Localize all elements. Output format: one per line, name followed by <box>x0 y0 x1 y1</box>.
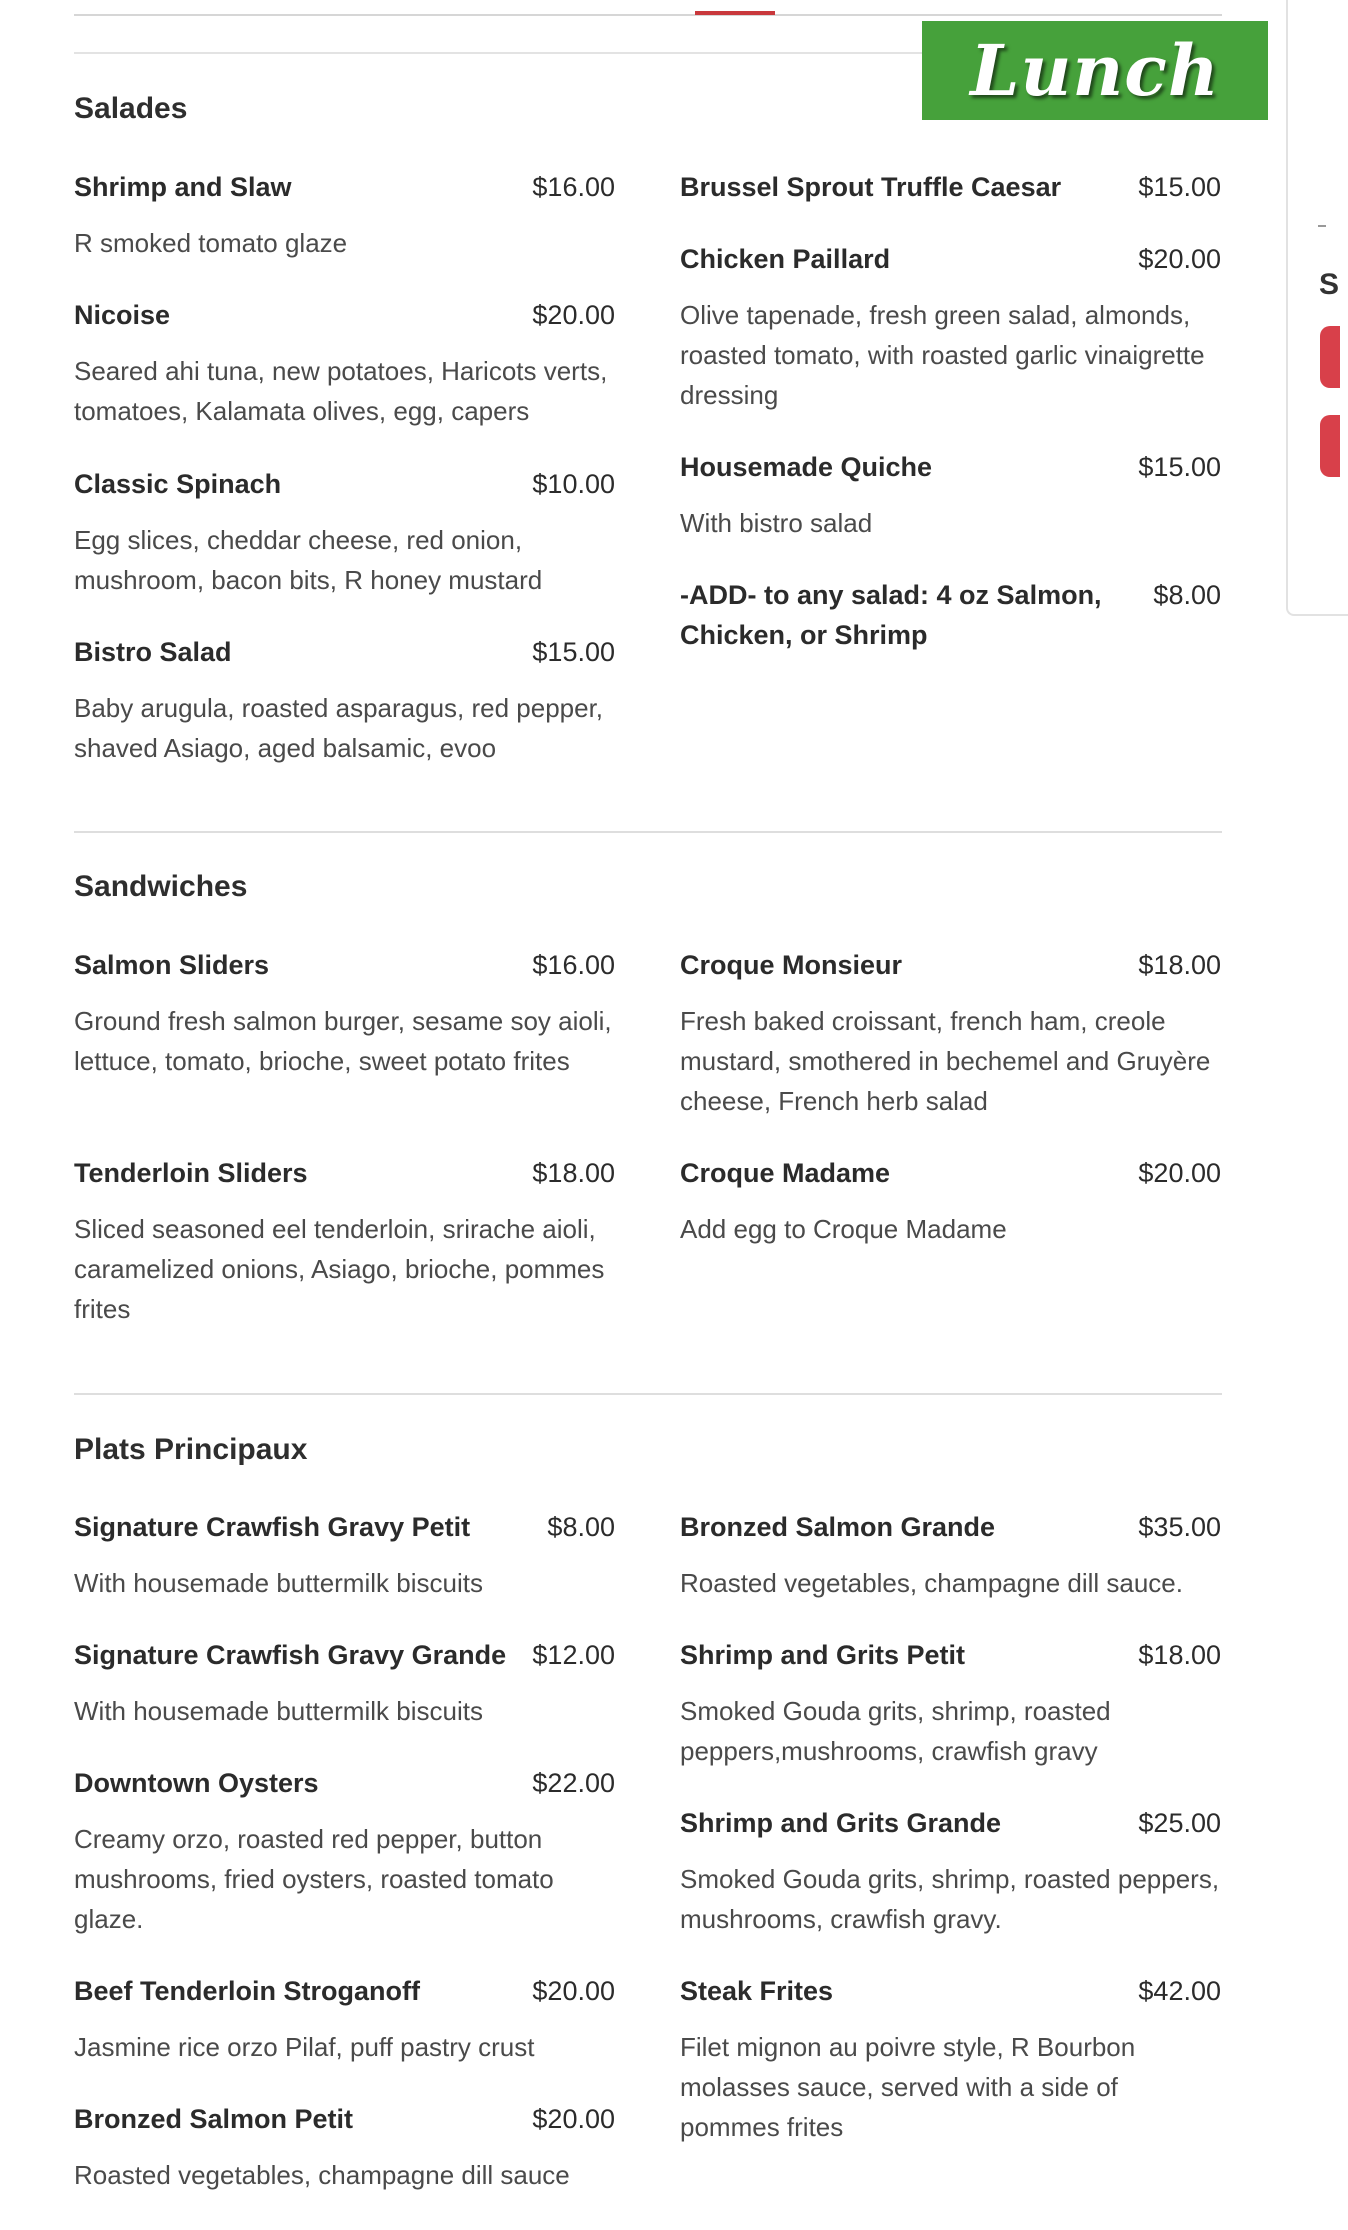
menu-item <box>680 945 1221 1121</box>
item-name: Chicken Paillard <box>680 244 891 274</box>
lunch-badge: Lunch <box>922 21 1268 120</box>
item-description: Jasmine rice orzo Pilaf, puff pastry crust <box>74 2032 535 2062</box>
item-price: $20.00 <box>532 300 615 330</box>
section-divider <box>74 831 1222 833</box>
side-panel-button-2[interactable] <box>1320 415 1340 477</box>
item-name: Croque Monsieur <box>680 950 903 980</box>
item-description: With housemade buttermilk biscuits <box>74 1696 483 1726</box>
item-name: Beef Tenderloin Stroganoff <box>74 1976 421 2006</box>
side-panel-button-1[interactable] <box>1320 326 1340 388</box>
item-name: Croque Madame <box>680 1158 891 1188</box>
item-description: Filet mignon au poivre style, R Bourbon molasses sauce, served with a side of pommes frites <box>680 2032 1136 2142</box>
item-price: $15.00 <box>532 637 615 667</box>
menu-item <box>74 464 615 600</box>
menu-item <box>680 239 1221 415</box>
menu-item <box>74 2099 615 2195</box>
item-price: $15.00 <box>1138 172 1221 202</box>
item-description: Creamy orzo, roasted red pepper, button mushrooms, fried oysters, roasted tomato glaze. <box>74 1824 554 1934</box>
item-name: Bistro Salad <box>74 637 232 667</box>
item-name: Salmon Sliders <box>74 950 270 980</box>
side-panel-tick <box>1318 225 1326 227</box>
menu-item <box>74 167 615 263</box>
item-description: Roasted vegetables, champagne dill sauce. <box>680 1568 1183 1598</box>
menu-item <box>680 1153 1221 1249</box>
item-description: With bistro salad <box>680 508 873 538</box>
item-price: $20.00 <box>1138 244 1221 274</box>
menu-item <box>74 295 615 431</box>
menu-item <box>74 1507 615 1603</box>
section-title-salades: Salades <box>74 92 188 125</box>
menu-item <box>680 167 1221 207</box>
item-description: Ground fresh salmon burger, sesame soy aioli, lettuce, tomato, brioche, sweet potato frites <box>74 1006 612 1076</box>
item-price: $20.00 <box>1138 1158 1221 1188</box>
item-price: $16.00 <box>532 950 615 980</box>
section-title-sandwiches: Sandwiches <box>74 870 248 903</box>
item-name: Bronzed Salmon Petit <box>74 2104 354 2134</box>
item-description: Egg slices, cheddar cheese, red onion, mushroom, bacon bits, R honey mustard <box>74 525 543 595</box>
item-price: $22.00 <box>532 1768 615 1798</box>
item-description: R smoked tomato glaze <box>74 228 348 258</box>
item-description: Sliced seasoned eel tenderloin, srirache aioli, caramelized onions, Asiago, brioche, pommes frites <box>74 1214 605 1324</box>
menu-item <box>74 632 615 768</box>
menu-item <box>74 945 615 1081</box>
item-price: $20.00 <box>532 2104 615 2134</box>
active-tab-indicator <box>695 11 775 15</box>
menu-item <box>680 1971 1221 2147</box>
item-name: Housemade Quiche <box>680 452 933 482</box>
menu-item <box>680 1635 1221 1771</box>
item-name: Bronzed Salmon Grande <box>680 1512 996 1542</box>
menu-item <box>74 1763 615 1939</box>
menu-item <box>680 447 1221 543</box>
item-description: Baby arugula, roasted asparagus, red pepper, shaved Asiago, aged balsamic, evoo <box>74 693 604 763</box>
side-panel <box>1286 0 1348 616</box>
menu-item <box>74 1971 615 2067</box>
item-description: Seared ahi tuna, new potatoes, Haricots verts, tomatoes, Kalamata olives, egg, capers <box>74 356 608 426</box>
item-price: $15.00 <box>1138 452 1221 482</box>
item-name: Brussel Sprout Truffle Caesar <box>680 172 1062 202</box>
item-name: Steak Frites <box>680 1976 834 2006</box>
item-description: Add egg to Croque Madame <box>680 1214 1007 1244</box>
menu-item <box>680 1803 1221 1939</box>
item-price: $16.00 <box>532 172 615 202</box>
item-price: $12.00 <box>532 1640 615 1670</box>
item-description: Roasted vegetables, champagne dill sauce <box>74 2160 570 2190</box>
menu-item <box>74 1635 615 1731</box>
item-name: Tenderloin Sliders <box>74 1158 308 1188</box>
item-price: $35.00 <box>1138 1512 1221 1542</box>
item-price: $8.00 <box>1153 580 1221 610</box>
item-price: $8.00 <box>547 1512 615 1542</box>
item-description: Smoked Gouda grits, shrimp, roasted peppers,mushrooms, crawfish gravy <box>680 1696 1111 1766</box>
menu-item <box>680 1507 1221 1603</box>
top-divider <box>74 14 1222 16</box>
item-name: Nicoise <box>74 300 171 330</box>
item-price: $18.00 <box>532 1158 615 1188</box>
section-title-plats-principaux: Plats Principaux <box>74 1433 308 1466</box>
item-price: $20.00 <box>532 1976 615 2006</box>
item-name: Downtown Oysters <box>74 1768 319 1798</box>
item-name: -ADD- to any salad: 4 oz Salmon, Chicken, or Shrimp <box>680 580 1102 650</box>
item-description: Smoked Gouda grits, shrimp, roasted peppers, mushrooms, crawfish gravy. <box>680 1864 1220 1934</box>
item-name: Classic Spinach <box>74 469 282 499</box>
item-name: Shrimp and Grits Grande <box>680 1808 1002 1838</box>
section-divider <box>74 1393 1222 1395</box>
item-name: Signature Crawfish Gravy Petit <box>74 1512 471 1542</box>
item-price: $18.00 <box>1138 1640 1221 1670</box>
item-name: Shrimp and Grits Petit <box>680 1640 966 1670</box>
item-name: Signature Crawfish Gravy Grande <box>74 1640 507 1670</box>
menu-item <box>680 575 1221 655</box>
item-price: $18.00 <box>1138 950 1221 980</box>
item-description: Fresh baked croissant, french ham, creole mustard, smothered in bechemel and Gruyère cheese, French herb salad <box>680 1006 1211 1116</box>
menu-item <box>74 1153 615 1329</box>
item-price: $25.00 <box>1138 1808 1221 1838</box>
item-description: With housemade buttermilk biscuits <box>74 1568 483 1598</box>
item-price: $42.00 <box>1138 1976 1221 2006</box>
item-name: Shrimp and Slaw <box>74 172 292 202</box>
side-panel-glyph: S <box>1319 268 1340 301</box>
item-description: Olive tapenade, fresh green salad, almonds, roasted tomato, with roasted garlic vinaigrette dressing <box>680 300 1205 410</box>
item-price: $10.00 <box>532 469 615 499</box>
